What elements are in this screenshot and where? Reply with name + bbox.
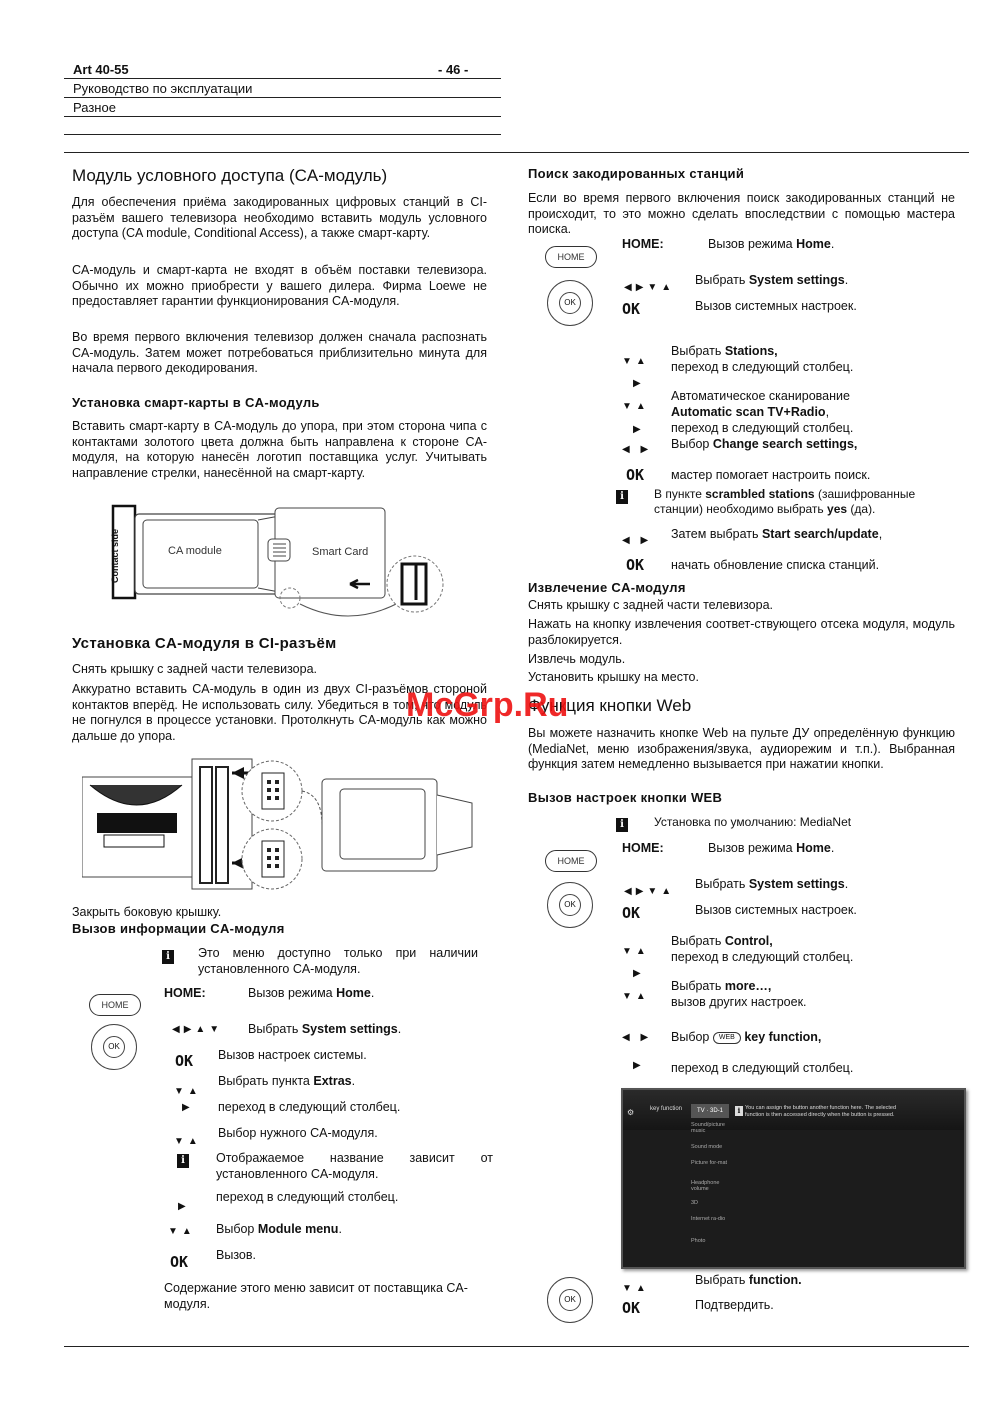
step-text: Вызов. (216, 1248, 256, 1262)
tv-menu-item[interactable]: Internet ra-dio (691, 1216, 726, 1222)
up-down-arrows-icon: ▼▲ (622, 1283, 650, 1294)
tv-menu-item[interactable]: Headphone volume (691, 1180, 720, 1192)
step-text: Выбрать System settings. (248, 1022, 402, 1036)
step-text: Вызов режима Home. (708, 237, 835, 251)
eject-heading: Извлечение CA-модуля (528, 580, 686, 595)
tv-menu-item[interactable]: Sound/picture music (691, 1122, 725, 1134)
ok-icon: OK (622, 1299, 641, 1317)
step-text: Вызов режима Home. (248, 986, 375, 1000)
step-text: Выбрать Stations, (671, 344, 778, 358)
home-button-icon: HOME (545, 246, 597, 268)
step-text: переход в следующий столбец. (216, 1190, 399, 1204)
web-key-heading: Функция кнопки Web (528, 696, 692, 715)
tv-menu-item[interactable]: Picture for-mat (691, 1160, 728, 1166)
left-right-arrows-icon: ◀ ▶ (622, 444, 653, 455)
step-text: Automatic scan TV+Radio, (671, 405, 830, 419)
scrambled-search-heading: Поиск закодированных станций (528, 166, 745, 181)
remote-nav-icon (547, 1277, 593, 1323)
paragraph: Нажать на кнопку извлечения соответ-ствующего отсека модуля, модуль разблокируется. (528, 617, 955, 647)
step-text: переход в следующий столбец. (218, 1100, 401, 1114)
right-arrow-icon: ▶ (633, 378, 645, 389)
tv-menu-item[interactable]: Sound mode (691, 1144, 723, 1150)
ok-icon: OK (103, 1036, 125, 1058)
right-arrow-icon: ▶ (182, 1102, 194, 1113)
step-text: Выбор Change search settings, (671, 437, 858, 451)
header-divider (64, 78, 501, 79)
step-text: Выбрать Control, (671, 934, 773, 948)
page-number: - 46 - (438, 62, 469, 77)
step-text: Подтвердить. (695, 1298, 774, 1312)
ok-icon: OK (622, 904, 641, 922)
step-text: вызов других настроек. (671, 995, 807, 1009)
remote-nav-icon (91, 1024, 137, 1070)
paragraph: Закрыть боковую крышку. (72, 905, 222, 919)
step-text: Выбор WEB key function, (671, 1030, 822, 1044)
step-text: Выбрать more…, (671, 979, 772, 993)
step-text: переход в следующий столбец. (671, 1061, 854, 1075)
smartcard-paragraph: Вставить смарт-карту в CA-модуль до упора, при этом сторона чипа с контактами золотого цвета должна быть направлена к стороне CA-модуля, на которую нанесён логотип поставщика услуг. Учитывать направление стрелки, нанесённой на смарт-карту. (72, 419, 487, 480)
key-function-label: key function (650, 1106, 683, 1112)
info-note: Отображаемое название зависит от установленного CA-модуля. (216, 1151, 493, 1181)
web-key-icon: WEB (713, 1032, 741, 1044)
up-down-arrows-icon: ▼▲ (174, 1086, 202, 1097)
left-right-arrows-icon: ◀ ▶ (622, 1032, 653, 1043)
tv-menu-screenshot (621, 1088, 966, 1269)
ci-slot-figure (82, 755, 478, 895)
step-text: Выбрать function. (695, 1273, 802, 1287)
right-arrow-icon: ▶ (633, 968, 645, 979)
paragraph: Аккуратно вставить CA-модуль в один из двух CI-разъёмов стороной контактов вперёд. Не использовать силу. Убедиться в том, что модуль не погнулся в процессе установки. Протолкнуть CA-модуль как можно дальше до упора. (72, 682, 487, 743)
ok-icon: OK (170, 1253, 189, 1271)
web-settings-heading: Вызов настроек кнопки WEB (528, 790, 723, 805)
remote-nav-icon (547, 882, 593, 928)
watermark: McGrp.Ru (406, 686, 569, 724)
ci-slot-heading: Установка CA-модуля в CI-разъём (72, 635, 337, 652)
header-divider (64, 116, 501, 117)
info-icon: i (616, 490, 628, 504)
paragraph: Если во время первого включения поиск закодированных станций не происходит, то это можно сделать впоследствии с помощью мастера поиска. (528, 191, 955, 237)
remote-nav-icon (547, 280, 593, 326)
info-note: Это меню доступно только при наличии установленного CA-модуля. (198, 946, 478, 976)
smartcard-heading: Установка смарт-карты в CA-модуль (72, 395, 320, 410)
ok-icon: OK (626, 556, 645, 574)
info-note: В пункте scrambled stations (зашифрованные станции) необходимо выбрать yes (да). (654, 487, 916, 516)
header-divider (64, 97, 501, 98)
up-down-arrows-icon: ▼▲ (622, 401, 650, 412)
header-divider (64, 134, 501, 135)
ok-icon: OK (559, 894, 581, 916)
home-button-icon: HOME (89, 994, 141, 1016)
right-arrow-icon: ▶ (178, 1201, 190, 1212)
article-number: Art 40-55 (73, 62, 129, 77)
intro-paragraph: Для обеспечения приёма закодированных цифровых станций в CI-разъём вашего телевизора необходимо вставить модуль условного доступа (CA module, Conditional Access), а также смарт-карту. (72, 195, 487, 241)
paragraph: Снять крышку с задней части телевизора. (72, 662, 317, 676)
up-down-arrows-icon: ▼▲ (622, 946, 650, 957)
home-button-icon: HOME (545, 850, 597, 872)
paragraph: Извлечь модуль. (528, 652, 626, 666)
step-text: Выбрать пункта Extras. (218, 1074, 356, 1088)
ok-icon: OK (559, 292, 581, 314)
up-down-arrows-icon: ▼▲ (622, 356, 650, 367)
ca-module-figure (110, 504, 450, 620)
ok-icon: OK (626, 466, 645, 484)
paragraph: Содержание этого меню зависит от поставщика CA-модуля. (164, 1281, 468, 1311)
ca-info-heading: Вызов информации CA-модуля (72, 921, 285, 936)
home-label: HOME: (622, 841, 664, 855)
ok-icon: OK (622, 300, 641, 318)
smart-card-label: Smart Card (312, 546, 369, 558)
ok-icon: OK (175, 1052, 194, 1070)
step-text: Вызов настроек системы. (218, 1048, 367, 1062)
info-icon: i (735, 1106, 743, 1116)
home-label: HOME: (164, 986, 206, 1000)
step-text: переход в следующий столбец. (671, 360, 854, 374)
gear-icon: ⚙ (627, 1108, 635, 1117)
info-icon: i (177, 1154, 189, 1168)
tv-tab[interactable]: TV · 3D-1 (691, 1104, 729, 1118)
info-icon: i (162, 950, 174, 964)
paragraph: Во время первого включения телевизор должен сначала распознать CA-модуль. Затем может потребоваться приблизительно минута для начала первого декодирования. (72, 330, 487, 376)
up-down-arrows-icon: ▼▲ (174, 1136, 202, 1147)
nav-arrows-icon: ◀▶▲▼ (172, 1024, 224, 1035)
step-text: Выбрать System settings. (695, 273, 849, 287)
step-text: Автоматическое сканирование (671, 389, 850, 403)
page-top-rule (64, 152, 969, 153)
info-note: Установка по умолчанию: MediaNet (654, 815, 852, 829)
right-arrow-icon: ▶ (633, 1060, 645, 1071)
manual-title: Руководство по эксплуатации (73, 81, 253, 96)
ok-icon: OK (559, 1289, 581, 1311)
step-text: Затем выбрать Start search/update, (671, 527, 883, 541)
nav-arrows-icon: ◀▶▼▲ (624, 282, 676, 293)
info-icon: i (616, 818, 628, 832)
left-right-arrows-icon: ◀ ▶ (622, 535, 653, 546)
ca-module-label: CA module (168, 545, 222, 557)
nav-arrows-icon: ◀▶▼▲ (624, 886, 676, 897)
tv-info-text: You can assign the button another function here. The selected function is then accessed directly when the button is pressed. (745, 1105, 897, 1118)
page-bottom-rule (64, 1346, 969, 1347)
paragraph: Снять крышку с задней части телевизора. (528, 598, 773, 612)
step-text: начать обновление списка станций. (671, 558, 880, 572)
step-text: Выбор нужного CA-модуля. (218, 1126, 378, 1140)
paragraph: CA-модуль и смарт-карта не входят в объём поставки телевизора. Обычно их можно приобрести у вашего дилера. Фирма Loewe не предоставляет гарантии функционирования CA-модуля. (72, 263, 487, 309)
tv-menu-item[interactable]: 3D (691, 1200, 699, 1206)
step-text: Вызов режима Home. (708, 841, 835, 855)
paragraph: Вы можете назначить кнопке Web на пульте ДУ определённую функцию (MediaNet, меню изображения/звука, аудиорежим и т.п.). Выбранная функция затем немедленно вызывается при нажатии кнопки. (528, 726, 955, 772)
step-text: Выбрать System settings. (695, 877, 849, 891)
home-label: HOME: (622, 237, 664, 251)
step-text: Вызов системных настроек. (695, 299, 857, 313)
right-arrow-icon: ▶ (633, 424, 645, 435)
up-down-arrows-icon: ▼▲ (622, 991, 650, 1002)
step-text: Выбор Module menu. (216, 1222, 342, 1236)
tv-menu-item[interactable]: Photo (691, 1238, 706, 1244)
tv-menu-list (691, 1122, 729, 1252)
section-title: Разное (73, 100, 116, 115)
step-text: мастер помогает настроить поиск. (671, 468, 871, 482)
ca-module-heading: Модуль условного доступа (CA-модуль) (72, 166, 388, 185)
step-text: переход в следующий столбец. (671, 950, 854, 964)
step-text: Вызов системных настроек. (695, 903, 857, 917)
contact-side-label: Contact side (110, 529, 120, 584)
step-text: переход в следующий столбец. (671, 421, 854, 435)
paragraph: Установить крышку на место. (528, 670, 699, 684)
up-down-arrows-icon: ▼▲ (168, 1226, 196, 1237)
